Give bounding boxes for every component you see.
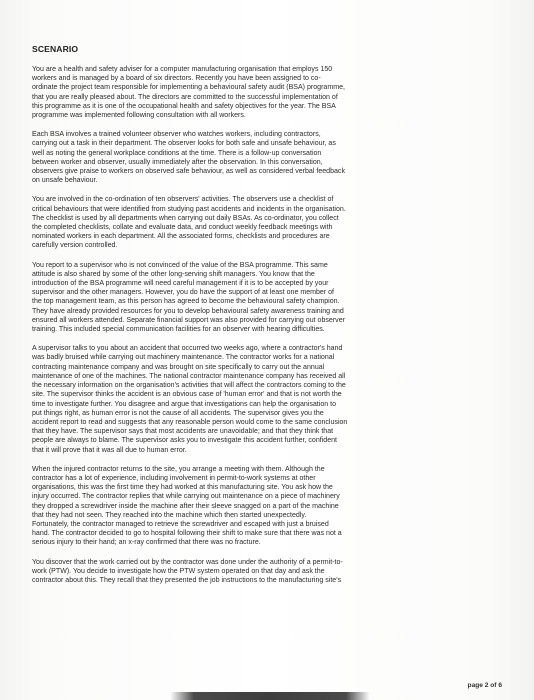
paragraph-line: time to investigate further. You disagree and argue that investigations can help the organisation to	[32, 400, 337, 408]
paragraph-line: on unsafe behaviour.	[32, 177, 98, 185]
paragraph-line: Each BSA involves a trained volunteer observer who watches workers, including contractors,	[32, 131, 321, 139]
paragraph-line: serious injury to their hand; an x-ray confirmed that there was no fracture.	[32, 539, 261, 547]
document-body	[32, 44, 508, 595]
paragraph-line: observers give praise to workers on observed safe behaviour, as well as considered verbal feedback	[32, 168, 345, 176]
paragraph-line: that they had not seen. They reached into the machine which then started unexpectedly.	[32, 511, 307, 519]
paragraph-line: carrying out a task in their department. The observer looks for both safe and unsafe behaviour, as	[32, 140, 336, 148]
paragraph-line: between worker and observer, usually immediately after the observation. In this conversation,	[32, 158, 323, 166]
paragraph-7	[32, 558, 508, 586]
paragraph-line: nominated workers in each department. All the associated forms, checklists and procedures are	[32, 233, 330, 241]
paragraph-line: ordinate the project team responsible for implementing a behavioural safety audit (BSA) programme,	[32, 84, 345, 92]
paragraph-line: carefully version controlled.	[32, 242, 118, 250]
paragraph-line: was badly bruised while carrying out machinery maintenance. The contractor works for a national	[32, 354, 335, 362]
paragraph-4	[32, 261, 508, 335]
paragraph-line: that you are really pleased about. The directors are committed to the successful implementation of	[32, 93, 338, 101]
paragraph-line: introduction of the BSA programme will need careful management if it is to be accepted by your	[32, 280, 329, 288]
paragraph-line: You discover that the work carried out by the contractor was done under the authority of a permit-to-	[32, 558, 343, 566]
paragraph-line: workers and is managed by a board of six directors. Recently you have been assigned to co-	[32, 75, 321, 83]
paragraph-2	[32, 130, 508, 185]
paragraph-3	[32, 195, 508, 250]
paragraph-line: ensured all workers attended. Separate financial support was also provided for carrying out observer	[32, 316, 345, 324]
footer-bar	[170, 692, 370, 700]
paragraph-line: supervisor and the other managers. However, you do have the support of at least one member of	[32, 289, 335, 297]
paragraph-line: maintenance of one of the machines. The national contractor maintenance company has received all	[32, 372, 346, 380]
paragraph-line: organisations, this was the first time they had worked at this manufacturing site. You ask how the	[32, 484, 333, 492]
paragraph-line: Fortunately, the contractor managed to retrieve the screwdriver and escaped with just a bruised	[32, 520, 329, 528]
paragraph-line: contractor about this. They recall that they presented the job instructions to the manufacturing site's	[32, 576, 342, 584]
paragraph-6	[32, 465, 508, 548]
page-number: page 2 of 6	[467, 682, 502, 689]
paragraph-line: accident report to read and suggests that any reasonable person would come to the same conclusion	[32, 418, 348, 426]
paragraph-1	[32, 65, 508, 120]
paragraph-line: You report to a supervisor who is not convinced of the value of the BSA programme. This same	[32, 261, 328, 269]
paragraph-line: attitude is also shared by some of the other long-serving shift managers. You know that the	[32, 270, 315, 278]
paragraph-line: The checklist is used by all departments when carrying out daily BSAs. As co-ordinator, you collect	[32, 214, 339, 222]
paragraph-line: the completed checklists, collate and evaluate data, and conduct weekly feedback meetings with	[32, 224, 333, 232]
paragraph-line: work (PTW). You decide to investigate how the PTW system operated on that day and ask the	[32, 567, 325, 575]
paragraph-line: well as noting the general workplace conditions at the time. There is a follow-up conversation	[32, 149, 322, 157]
paragraph-line: contractor has a lot of experience, including involvement in permit-to-work systems at other	[32, 474, 316, 482]
paragraph-line: the top management team, as this person has agreed to become the behavioural safety champion.	[32, 298, 340, 306]
paragraph-line: programme was implemented following consultation with all workers.	[32, 112, 246, 120]
paragraph-line: injury occurred. The contractor replies that while carrying out maintenance on a piece of machinery	[32, 493, 340, 501]
paragraph-line: training. This included special communication facilities for an observer with hearing difficulties.	[32, 326, 325, 334]
paragraph-line: they dropped a screwdriver inside the machine after their sleeve snagged on a part of the machine	[32, 502, 339, 510]
paragraph-5	[32, 344, 508, 454]
paragraph-line: contracting maintenance company and was brought on site specifically to carry out the annual	[32, 363, 325, 371]
paragraph-line: site. The supervisor thinks the accident is an obvious case of 'human error' and that is not worth the	[32, 391, 342, 399]
paragraph-line: You are a health and safety adviser for a computer manufacturing organisation that employs 150	[32, 66, 333, 73]
paragraph-line: put things right, as human error is not the cause of all accidents. The supervisor gives you the	[32, 409, 324, 417]
paragraph-line: They have already provided resources for you to develop behavioural safety awareness training and	[32, 307, 344, 315]
paragraph-line: A supervisor talks to you about an accident that occurred two weeks ago, where a contractor's hand	[32, 345, 343, 353]
paragraph-line: You are involved in the co-ordination of ten observers' activities. The observers use a checklist of	[32, 196, 334, 204]
paragraph-line: this programme as it is one of the occupational health and safety objectives for the year. The BSA	[32, 102, 336, 110]
paragraph-line: that they have. The supervisor says that most accidents are unavoidable; and that they think that	[32, 428, 334, 436]
scenario-heading: SCENARIO	[32, 44, 79, 54]
paragraph-line: When the injured contractor returns to the site, you arrange a meeting with them. Although the	[32, 465, 325, 473]
paragraph-line: people are always to blame. The supervisor asks you to investigate this accident further, confident	[32, 437, 338, 445]
paragraph-line: the necessary information on the organisation's activities that will affect the contractors coming to the	[32, 382, 346, 390]
paragraph-line: that it will prove that it was all due to human error.	[32, 446, 187, 454]
paragraph-line: critical behaviours that were identified from studying past accidents and incidents in the organisation.	[32, 205, 346, 213]
paragraph-line: hand. The contractor decided to go to hospital following their shift to make sure that there was not a	[32, 530, 342, 538]
